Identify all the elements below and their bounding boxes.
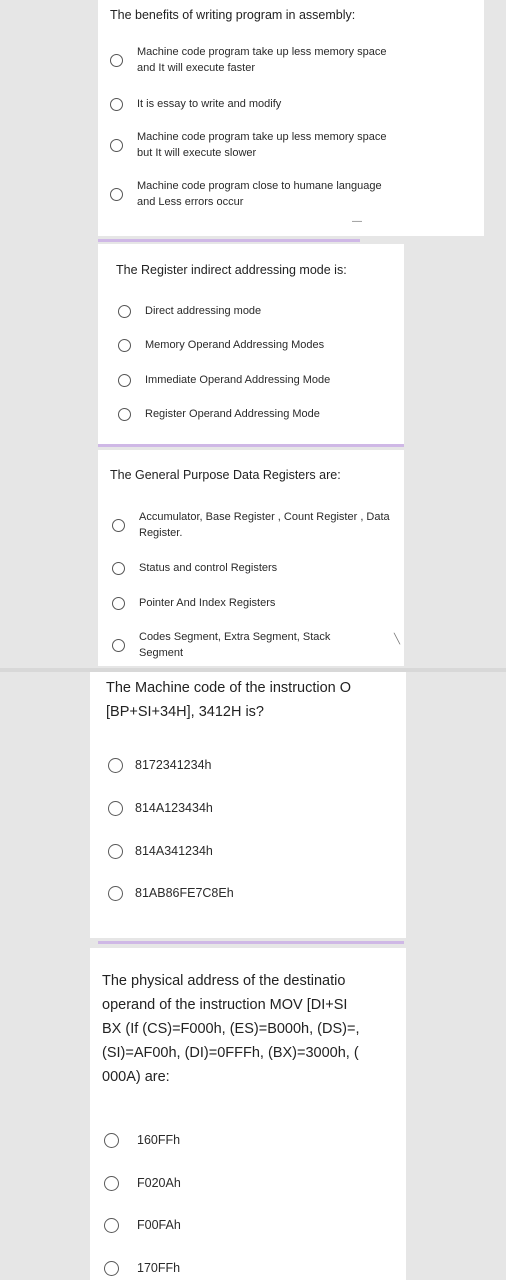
- radio-button[interactable]: [110, 98, 123, 111]
- option-row[interactable]: [104, 1174, 181, 1192]
- option-label: 170FFh: [137, 1261, 181, 1275]
- question-title-line: 000A) are:: [102, 1068, 170, 1085]
- option-label: 8172341234h: [135, 758, 212, 772]
- option-row[interactable]: [110, 179, 410, 211]
- radio-button[interactable]: [110, 188, 123, 201]
- radio-button[interactable]: [104, 1133, 119, 1148]
- radio-button[interactable]: [104, 1261, 119, 1276]
- option-label: Codes Segment, Extra Segment, Stack Segment: [139, 631, 331, 659]
- radio-button[interactable]: [110, 54, 123, 67]
- radio-button[interactable]: [112, 562, 125, 575]
- option-label: 81AB86FE7C8Eh: [135, 886, 234, 900]
- question-title: The Register indirect addressing mode is:: [116, 263, 347, 277]
- option-label: Machine code program take up less memory space and It will execute faster: [137, 46, 387, 74]
- option-label: Register Operand Addressing Mode: [145, 408, 320, 420]
- option-row[interactable]: [108, 842, 213, 860]
- pen-mark: ╲: [394, 634, 401, 645]
- option-row[interactable]: [118, 338, 324, 354]
- option-row[interactable]: [104, 1216, 181, 1234]
- option-label: Machine code program take up less memory space but It will execute slower: [137, 131, 387, 159]
- option-label: It is essay to write and modify: [137, 98, 282, 110]
- option-row[interactable]: [112, 596, 275, 612]
- radio-button[interactable]: [112, 519, 125, 532]
- option-row[interactable]: [108, 884, 234, 902]
- question-title-line: The physical address of the destinatio: [102, 973, 346, 989]
- radio-button[interactable]: [118, 339, 131, 352]
- radio-button[interactable]: [104, 1176, 119, 1191]
- radio-button[interactable]: [104, 1218, 119, 1233]
- radio-button[interactable]: [112, 597, 125, 610]
- option-label: Status and control Registers: [139, 562, 278, 574]
- radio-button[interactable]: [108, 844, 123, 859]
- option-label: Memory Operand Addressing Modes: [145, 339, 325, 351]
- option-label: 814A123434h: [135, 801, 213, 815]
- section-divider: [98, 941, 404, 944]
- radio-button[interactable]: [118, 408, 131, 421]
- option-label: Immediate Operand Addressing Mode: [145, 374, 331, 386]
- option-row[interactable]: [110, 45, 410, 77]
- option-row[interactable]: [112, 630, 392, 662]
- radio-button[interactable]: [118, 374, 131, 387]
- option-label: Pointer And Index Registers: [139, 597, 276, 609]
- option-row[interactable]: [118, 407, 320, 423]
- question-title: The General Purpose Data Registers are:: [110, 468, 341, 482]
- section-divider: [98, 239, 360, 242]
- option-row[interactable]: [104, 1259, 180, 1277]
- question-title-line: operand of the instruction MOV [DI+SI: [102, 996, 348, 1013]
- option-row[interactable]: [112, 561, 277, 577]
- question-title-line: The Machine code of the instruction O: [106, 680, 352, 696]
- pen-mark: ―: [352, 216, 362, 227]
- question-title-line: BX (If (CS)=F000h, (ES)=B000h, (DS)=,: [102, 1020, 360, 1037]
- radio-button[interactable]: [110, 139, 123, 152]
- option-label: F00FAh: [137, 1218, 181, 1232]
- radio-button[interactable]: [108, 758, 123, 773]
- option-row[interactable]: [108, 799, 213, 817]
- option-row[interactable]: [108, 756, 211, 774]
- option-row[interactable]: [112, 510, 402, 542]
- question-title-line: [BP+SI+34H], 3412H is?: [106, 704, 264, 720]
- radio-button[interactable]: [108, 801, 123, 816]
- option-row[interactable]: [110, 97, 410, 113]
- option-label: F020Ah: [137, 1176, 181, 1190]
- option-label: 814A341234h: [135, 844, 213, 858]
- question-title-line: (SI)=AF00h, (DI)=0FFFh, (BX)=3000h, (: [102, 1044, 359, 1061]
- radio-button[interactable]: [112, 639, 125, 652]
- option-label: 160FFh: [137, 1133, 181, 1147]
- option-label: Direct addressing mode: [145, 305, 262, 317]
- question-title-block: [102, 970, 404, 1090]
- option-label: Machine code program close to humane language and Less errors occur: [137, 180, 382, 208]
- option-row[interactable]: [110, 130, 410, 162]
- option-row[interactable]: [118, 304, 261, 320]
- option-row[interactable]: [118, 373, 330, 389]
- question-title: The benefits of writing program in assembly:: [110, 8, 356, 22]
- radio-button[interactable]: [118, 305, 131, 318]
- radio-button[interactable]: [108, 886, 123, 901]
- option-row[interactable]: [104, 1131, 180, 1149]
- option-label: Accumulator, Base Register , Count Register , Data Register.: [139, 511, 390, 539]
- section-divider: [98, 444, 404, 447]
